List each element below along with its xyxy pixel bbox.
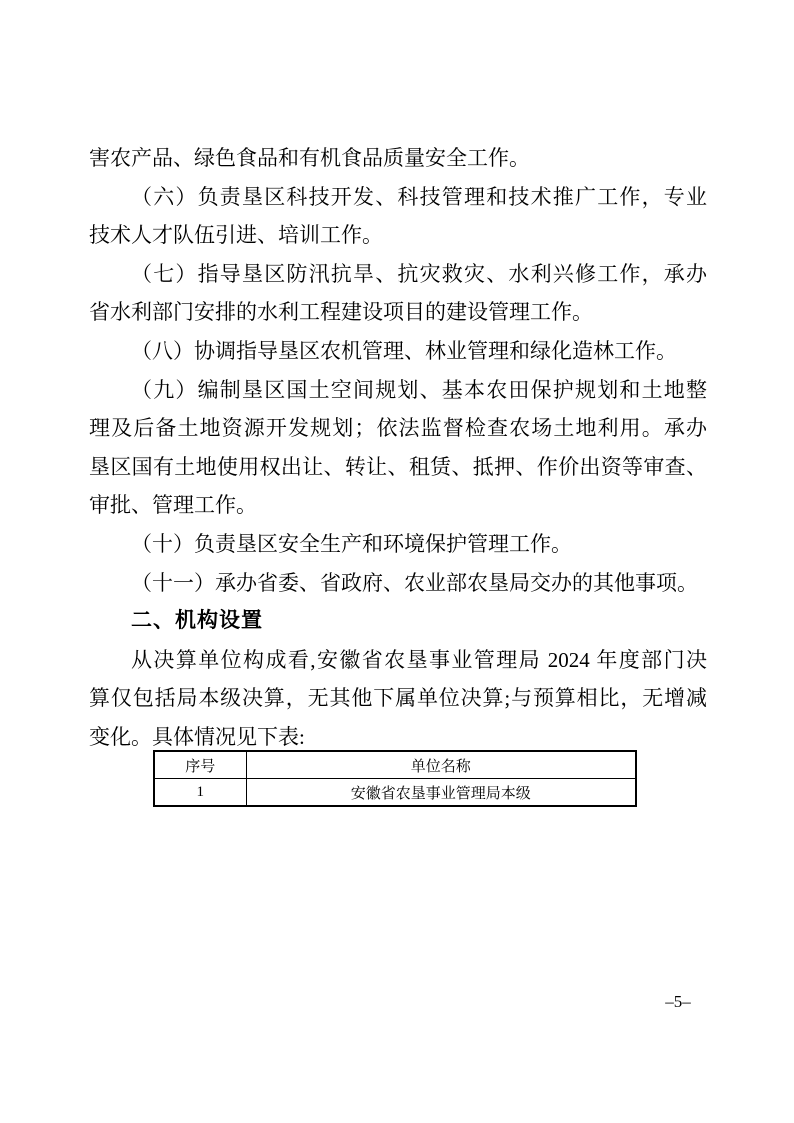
body-line: 省水利部门安排的水利工程建设项目的建设管理工作。: [89, 300, 593, 325]
body-line: 审批、管理工作。: [89, 493, 257, 518]
body-line: （七）指导垦区防汛抗旱、抗灾救灾、水利兴修工作，承办: [131, 261, 707, 286]
body-line: 变化。具体情况见下表:: [89, 724, 305, 749]
table-header-cell-seq: 序号: [154, 751, 246, 779]
page-number: –5–: [665, 992, 691, 1011]
table-header-row: [154, 751, 636, 779]
body-line: 理及后备土地资源开发规划；依法监督检查农场土地利用。承办: [89, 416, 707, 441]
body-line: 从决算单位构成看,安徽省农垦事业管理局 2024 年度部门决: [131, 647, 707, 672]
table-row: [154, 779, 636, 807]
body-line: 害农产品、绿色食品和有机食品质量安全工作。: [89, 146, 530, 170]
section-heading: 二、机构设置: [131, 609, 263, 633]
table-header-cell-unit: 单位名称: [246, 751, 636, 779]
body-line: 算仅包括局本级决算，无其他下属单位决算;与预算相比，无增减: [89, 686, 707, 711]
body-line: （八）协调指导垦区农机管理、林业管理和绿化造林工作。: [131, 338, 677, 363]
body-line: （九）编制垦区国土空间规划、基本农田保护规划和土地整: [131, 377, 707, 402]
table-cell-unit: 安徽省农垦事业管理局本级: [246, 779, 636, 807]
table-cell-seq: 1: [154, 779, 246, 807]
body-line: （十）负责垦区安全生产和环境保护管理工作。: [131, 531, 572, 556]
document-body: [89, 139, 707, 757]
body-line: （六）负责垦区科技开发、科技管理和技术推广工作，专业: [131, 184, 707, 209]
body-line: 技术人才队伍引进、培训工作。: [89, 223, 383, 248]
body-line: 垦区国有土地使用权出让、转让、租赁、抵押、作价出资等审查、: [89, 454, 707, 479]
org-units-table: [153, 750, 637, 807]
body-line: （十一）承办省委、省政府、农业部农垦局交办的其他事项。: [131, 570, 698, 595]
